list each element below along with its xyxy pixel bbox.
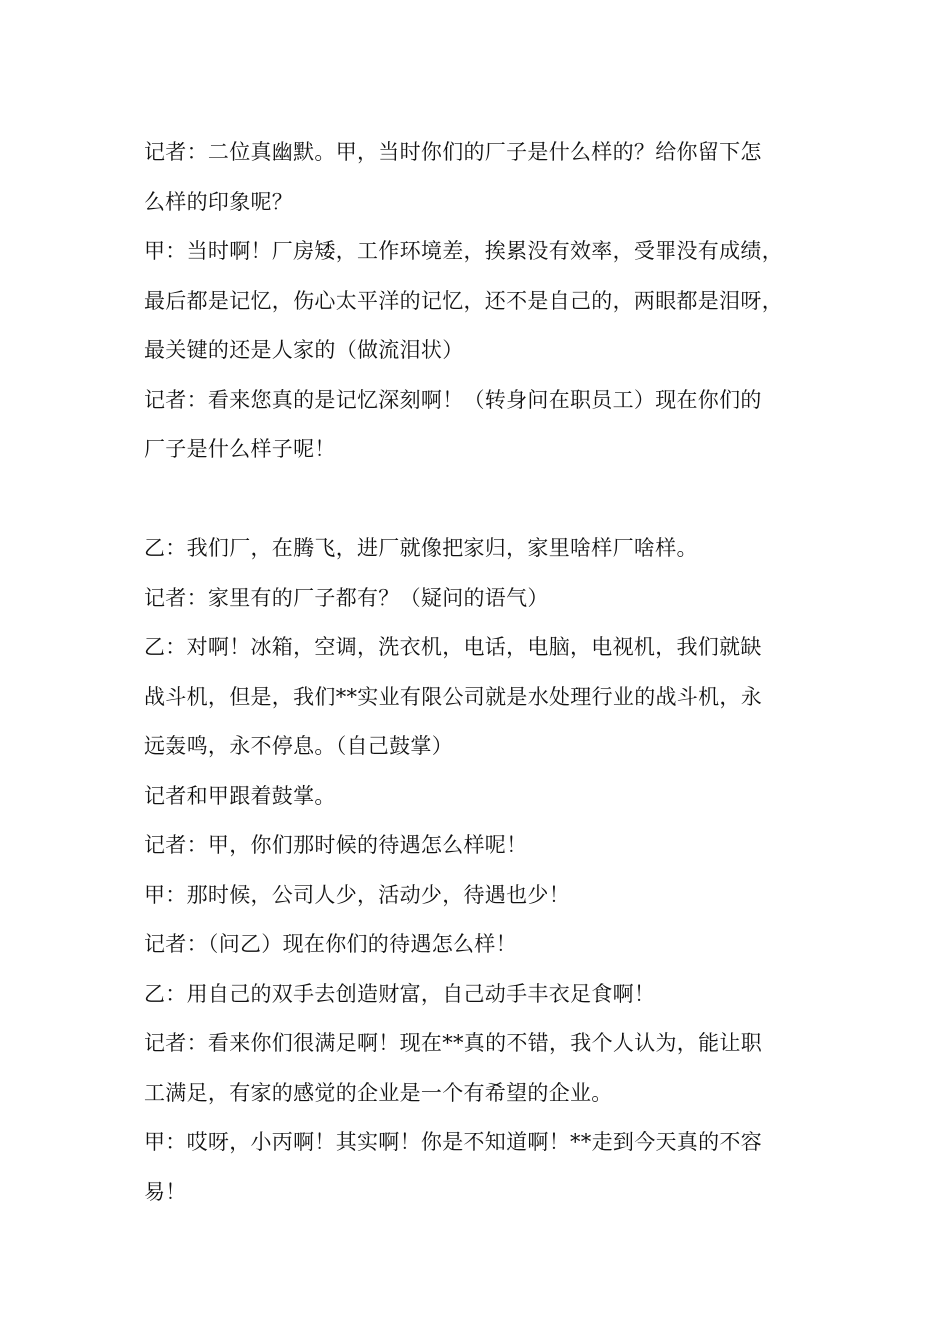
text-line: 易！ — [144, 1179, 187, 1204]
text-line: 最关键的还是人家的（做流泪状） — [144, 338, 464, 362]
text-line: 记者：（问乙）现在你们的待遇怎么样！ — [144, 932, 517, 956]
blank-line — [144, 475, 814, 525]
text-line: 工满足，有家的感觉的企业是一个有希望的企业。 — [144, 1080, 613, 1105]
text-line: 厂子是什么样子呢！ — [144, 437, 336, 461]
text-line: 记者：二位真幽默。甲，当时你们的厂子是什么样的？给你留下怎 — [144, 140, 762, 164]
text-line: 记者和甲跟着鼓掌。 — [144, 783, 336, 808]
text-line: 么样的印象呢？ — [144, 189, 294, 214]
text-line: 乙：用自己的双手去创造财富，自己动手丰衣足食啊！ — [144, 981, 656, 1006]
text-line: 远轰鸣，永不停息。（自己鼓掌） — [144, 734, 453, 758]
text-line: 战斗机，但是，我们**实业有限公司就是水处理行业的战斗机，永 — [144, 684, 762, 709]
document-body — [144, 128, 814, 1217]
text-line: 记者：看来您真的是记忆深刻啊！（转身问在职员工）现在你们的 — [144, 387, 762, 412]
text-line: 记者：看来你们很满足啊！现在**真的不错，我个人认为，能让职 — [144, 1031, 762, 1055]
text-line: 甲：那时候，公司人少，活动少，待遇也少！ — [144, 882, 570, 907]
text-line: 最后都是记忆，伤心太平洋的记忆，还不是自己的，两眼都是泪呀， — [144, 288, 783, 313]
text-line: 乙：对啊！冰箱，空调，洗衣机，电话，电脑，电视机，我们就缺 — [144, 635, 762, 659]
text-line: 甲：当时啊！厂房矮，工作环境差，挨累没有效率，受罪没有成绩， — [144, 239, 783, 263]
text-line: 记者：甲，你们那时候的待遇怎么样呢！ — [144, 833, 528, 857]
text-line: 记者：家里有的厂子都有？（疑问的语气） — [144, 585, 549, 610]
text-line: 甲：哎呀，小丙啊！其实啊！你是不知道啊！**走到今天真的不容 — [144, 1130, 762, 1154]
text-line: 乙：我们厂，在腾飞，进厂就像把家归，家里啥样厂啥样。 — [144, 536, 698, 560]
